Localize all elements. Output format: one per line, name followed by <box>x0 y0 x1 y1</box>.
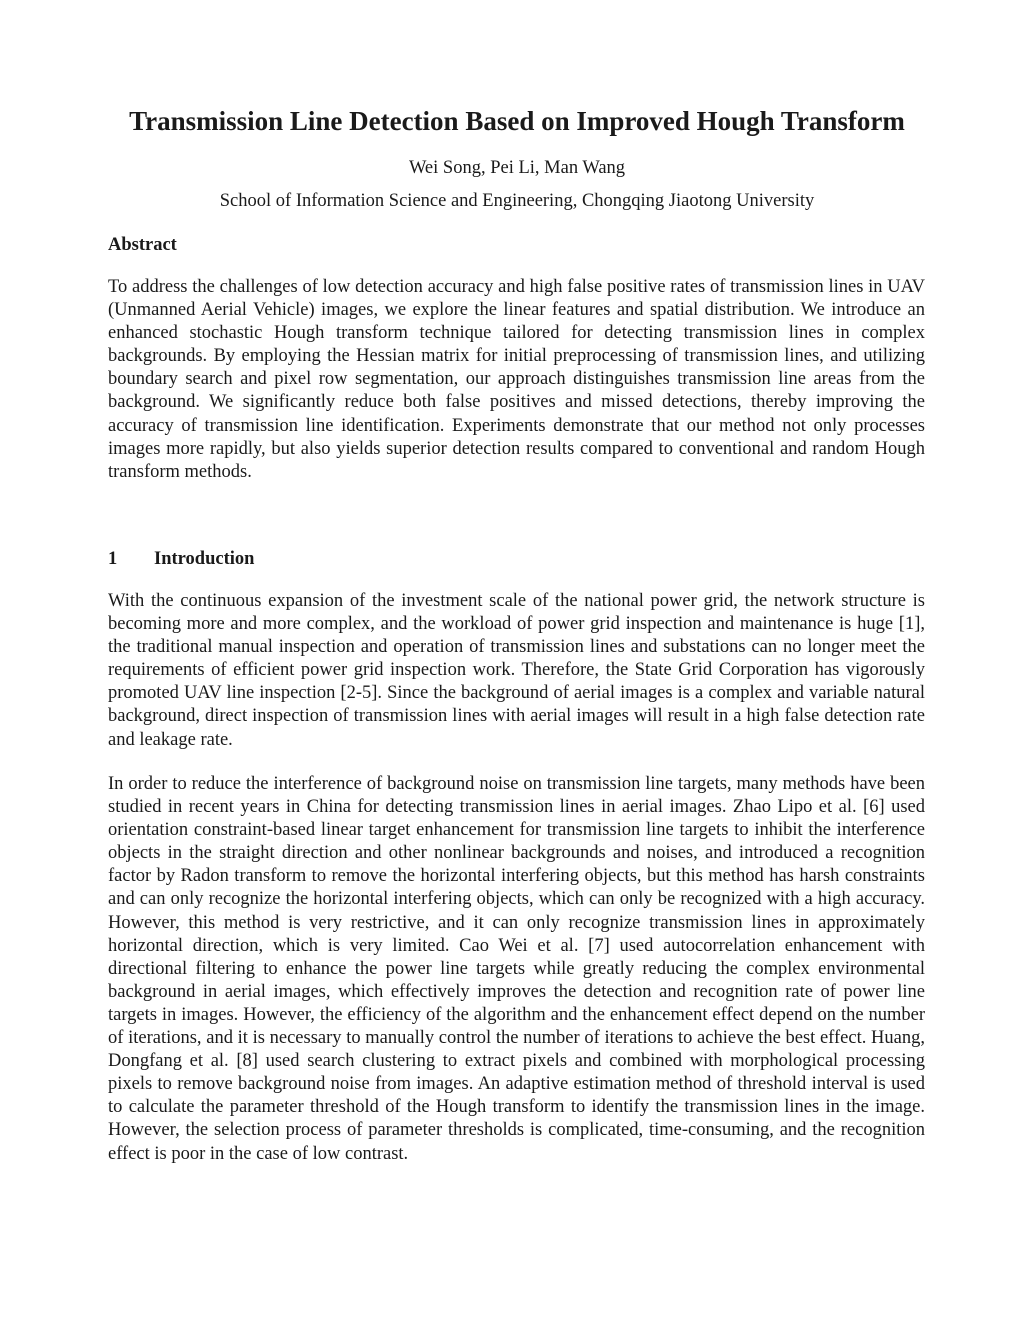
paper-title: Transmission Line Detection Based on Improved Hough Transform <box>129 106 905 136</box>
abstract-paragraph: To address the challenges of low detection accuracy and high false positive rates of transmission lines in UAV (Unmanned Aerial Vehicle) images, we explore the linear features and spatial distribution. We introduce an enhanced stochastic Hough transform technique tailored for detecting transmission lines in complex backgrounds. By employing the Hessian matrix for initial preprocessing of transmission lines, and utilizing boundary search and pixel row segmentation, our approach distinguishes transmission line areas from the background. We significantly reduce both false positives and missed detections, thereby improving the accuracy of transmission line identification. Experiments demonstrate that our method not only processes images more rapidly, but also yields superior detection results compared to conventional and random Hough transform methods. <box>108 277 925 482</box>
section-heading-introduction <box>108 547 254 571</box>
author-affiliation: School of Information Science and Engineering, Chongqing Jiaotong University <box>219 191 815 211</box>
author-list: Wei Song, Pei Li, Man Wang <box>408 158 626 178</box>
section-number: 1 <box>108 549 118 569</box>
section-title: Introduction <box>154 549 255 569</box>
abstract-heading: Abstract <box>108 235 177 255</box>
body-paragraph: With the continuous expansion of the investment scale of the national power grid, the network structure is becoming more and more complex, and the workload of power grid inspection and maintenance is huge [1], the traditional manual inspection and operation of transmission lines and substations can no longer meet the requirements of efficient power grid inspection work. Therefore, the State Grid Corporation has vigorously promoted UAV line inspection [2-5]. Since the background of aerial images is a complex and variable natural background, direct inspection of transmission lines with aerial images will result in a high false detection rate and leakage rate. <box>108 591 925 750</box>
body-paragraph: In order to reduce the interference of background noise on transmission line targets, many methods have been studied in recent years in China for detecting transmission lines in aerial images. Zhao Lipo et al. [6] used orientation constraint-based linear target enhancement for transmission line targets to inhibit the interference objects in the straight direction and other nonlinear backgrounds and noises, and introduced a recognition factor by Radon transform to remove the horizontal interfering objects, but this method has harsh constraints and can only recognize the horizontal interfering objects, which can only be recognized with a high accuracy. However, this method is very restrictive, and it can only recognize transmission lines in approximately horizontal direction, which is very limited. Cao Wei et al. [7] used autocorrelation enhancement with directional filtering to enhance the power line targets while greatly reducing the complex environmental background in aerial images, which effectively improves the detection and recognition rate of power line targets in images. However, the efficiency of the algorithm and the enhancement effect depend on the number of iterations, and it is necessary to manually control the number of iterations to achieve the best effect. Huang, Dongfang et al. [8] used search clustering to extract pixels and combined with morphological processing pixels to remove background noise from images. An adaptive estimation method of threshold interval is used to calculate the parameter threshold of the Hough transform to identify the transmission lines in the image. However, the selection process of parameter thresholds is complicated, time-consuming, and the recognition effect is poor in the case of low contrast. <box>108 774 925 1164</box>
